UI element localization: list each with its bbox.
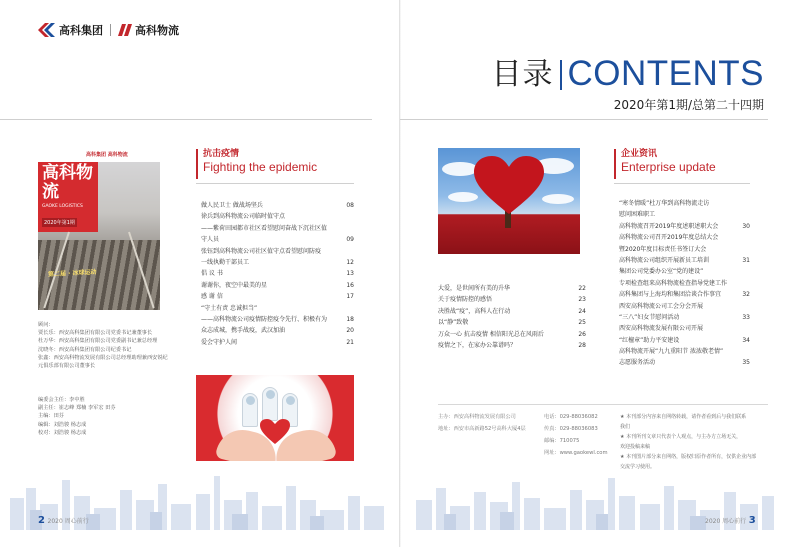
toc-item-title: 关于疫情防控的感悟 [438,296,493,304]
toc-item[interactable] [619,221,750,232]
credit-line: 沈晓冬：西安高科集团有限公司纪委书记 [38,346,132,353]
cover-subtitle: GAOKE LOGISTICS [42,204,83,209]
toc-item[interactable] [201,280,354,291]
heart-tree-icon [474,156,544,216]
toc-item-page: 09 [346,236,354,244]
copyright-notes [620,412,770,472]
magazine-name: 2020 周心前行 [705,518,747,525]
toc-item[interactable] [201,211,354,222]
toc-item-title: 暨2020年度目标责任书签订大会 [619,245,707,253]
toc-item[interactable] [619,232,750,243]
toc-item-title: 一线执勤干部员工 [201,258,250,266]
toc-item-title: 志愿服务活动 [619,359,656,367]
toc-item[interactable] [619,357,750,368]
heart-tree-photo [438,148,580,254]
toc-item-page: 31 [742,256,750,264]
toc-item-page: 16 [346,281,354,289]
section-accent-bar [196,149,198,179]
note-line: 我们 [620,424,631,430]
toc-item-title: 张钰到高科物流公司社区值守点看望慰问防疫 [201,247,322,255]
toc-item-title: 高科物流公司组织开展新员工培训 [619,256,710,264]
credit-line: 贾长乐：西安高科集团有限公司党委书记兼董事长 [38,330,153,337]
note-line: ★ 本刊部分内容来自网络转载，请作者看到后与我们联系 [620,414,747,420]
toc-item-title: 疫情之下，在家办公靠谱吗？ [438,341,517,349]
toc-item[interactable] [619,198,750,209]
contents-cn-title: 目录 [491,57,554,92]
info-line: 电话：029-88036082 [544,414,598,420]
toc-item[interactable] [438,340,586,351]
header [0,0,800,118]
section-rule [614,183,750,184]
cloud [542,194,574,204]
cover-top-logo: 高科集团 高科物流 [86,152,128,158]
heart-icon [260,419,290,445]
toc-item-title: 高科物流开展“九九重阳节 浓浓敬老情” [619,348,724,356]
toc-item[interactable] [619,323,750,334]
section-heading-enterprise [614,148,716,179]
toc-item-title: 倡 议 书 [201,270,223,278]
toc-item[interactable] [619,335,750,346]
toc-item[interactable] [619,244,750,255]
issue-number: 2020年第1期/总第二十四期 [613,98,764,112]
toc-item-title: 决胜战“疫”，高科人在行动 [438,307,511,315]
toc-item-title: 以“静”致敬 [438,319,469,327]
toc-item[interactable] [438,306,586,317]
note-line: ★ 本刊所刊文章只代表个人观点，与主办方立场无关， [620,434,742,440]
toc-item[interactable] [619,289,750,300]
toc-item[interactable] [619,266,750,277]
contents-en-title: CONTENTS [567,54,764,93]
toc-item-page: 23 [578,296,586,304]
credit-line: 校对：刘浩骏 杨志成 [38,429,87,436]
toc-item-page: 25 [578,319,586,327]
toc-item[interactable] [201,291,354,302]
magazine-name: 2020 周心前行 [47,518,89,525]
toc-item-title: 高科集团与上海均和集团洽谈合作事宜 [619,291,722,299]
toc-item-page: 34 [742,336,750,344]
left-folio [38,515,89,526]
toc-item-page: 13 [346,270,354,278]
toc-item-page: 21 [346,338,354,346]
toc-item-title: 众志成城，携手战疫，武汉加油 [201,327,286,335]
toc-item-page: 18 [346,315,354,323]
doctor-figure [242,393,258,427]
toc-item-title: 大爱，是世间所有美的升华 [438,285,511,292]
toc-item[interactable] [201,268,354,279]
toc-item[interactable] [619,346,750,357]
toc-item-title: 感 谢 信 [201,293,223,301]
toc-item[interactable] [201,303,354,314]
page-number: 2 [38,515,45,526]
toc-item-title: ——紫荷田园都市社区看望慰问奋战下沉社区值 [201,224,328,232]
toc-item-title: 西安高科物流发展有限公司开展 [619,325,704,333]
credit-line: 张鑫：西安高科物流发展有限公司总经理助理兼西安锐纪 [38,354,168,361]
section-title-cn: 抗击疫情 [203,149,240,159]
toc-item[interactable] [201,234,354,245]
section-title-en: Enterprise update [621,160,716,174]
info-line: 地址：西安市高新路52号高科大厦4层 [438,426,526,432]
magazine-cover-image [38,148,160,310]
credit-line: 编辑：刘浩骏 杨志成 [38,421,87,428]
toc-item-title: 谢谢你，夜空中最美的星 [201,281,268,289]
cover-tagline: 第二届 · 冰球运动 [47,268,97,279]
toc-item[interactable] [201,223,354,234]
credit-line: 编委会主任：李中胜 [38,397,85,403]
left-top-rule [0,119,372,120]
toc-item-title: 高科物流召开2019年度述职述职大会 [619,222,719,230]
cover-issue: 2020年第1期 [44,220,75,226]
note-line: 交流学习使用。 [620,464,656,470]
gaoke-group-logo-icon [38,23,56,37]
toc-item-page: 26 [578,330,586,338]
section-rule [196,183,354,184]
note-line: 欢迎投稿来稿 [620,444,651,450]
section-title-en: Fighting the epidemic [203,160,318,174]
toc-item-title: 集团公司党委办公室“党的建设” [619,268,704,276]
section-heading-epidemic [196,148,317,179]
cover-title: 高科物流 [42,163,93,202]
credit-line: 副主任：崔志峰 郑楠 李军宏 田芬 [38,405,116,412]
editorial-credits [38,396,178,437]
toc-item-page: 12 [346,258,354,266]
cover-topbar [38,148,160,162]
section-title-cn: 企业资讯 [621,149,658,159]
toc-item[interactable] [201,337,354,348]
toc-item-title: 西安高科物流公司工会分会开展 [619,302,704,310]
logo-group-text: 高科集团 [59,24,103,37]
info-line: 传真：029-88036083 [544,426,598,432]
toc-item-page: 30 [742,222,750,230]
toc-item-title: 慰问困难职工 [619,211,656,219]
toc-item-page: 20 [346,327,354,335]
toc-item-page: 24 [578,307,586,315]
toc-item-page: 28 [578,341,586,349]
toc-item-title: “守土有责 忠诚担当” [201,304,258,312]
toc-item-title: 万众一心 抗击疫情 相信阳光总在风雨后 [438,330,544,338]
info-line: 邮编：710075 [544,438,580,444]
toc-item[interactable] [201,200,354,211]
section-accent-bar [614,149,616,179]
page-title [492,56,765,92]
doctor-figure [262,387,278,421]
toc-item[interactable] [619,209,750,220]
toc-item-page: 22 [578,285,586,292]
toc-item[interactable] [201,246,354,257]
toc-item[interactable] [438,283,586,294]
credit-line: 元俱乐部有限公司董事长 [38,363,96,370]
brand-logo [38,22,179,38]
page-number: 3 [748,515,756,526]
toc-item-title: 专项检查组来高科物流检查指导党建工作 [619,279,728,287]
toc-item-page: 08 [346,202,354,209]
info-line: 主办：西安高科物流发展有限公司 [438,414,516,420]
toc-item[interactable] [438,317,586,328]
toc-item-title: “三八”妇女节慰问活动 [619,313,680,321]
toc-item[interactable] [201,257,354,268]
website-link[interactable]: 网址：www.gaokewl.com [544,450,608,456]
toc-item[interactable] [619,255,750,266]
note-line: ★ 本刊图片部分来自网络，版权归原作者所有，仅供企业内部 [620,454,757,460]
right-top-rule [400,119,768,120]
toc-item-title: 守人员 [201,236,220,244]
toc-item[interactable] [438,329,586,340]
gaoke-logistics-logo-icon [118,24,132,36]
toc-item[interactable] [201,314,354,325]
publisher-contact [544,411,608,459]
toc-item-page: 33 [742,313,750,321]
toc-item-title: “红檀章”助力平安建设 [619,336,680,344]
credit-line: 主编：田芬 [38,413,64,420]
title-divider [560,60,562,90]
toc-item-title: “寒冬情暖”杜万华到高科物流走访 [619,200,710,207]
toc-item[interactable] [201,325,354,336]
toc-item[interactable] [619,278,750,289]
right-folio [705,515,756,526]
toc-item-page: 35 [742,359,750,367]
toc-item[interactable] [619,301,750,312]
toc-item-page: 32 [742,291,750,299]
publisher-address [438,411,526,435]
toc-item-title: ——高科物流公司疫情防控疫令先行、积极有为 [201,315,328,323]
toc-item-page: 17 [346,293,354,301]
credit-line: 顾问： [38,322,54,328]
toc-item-title: 徐兵到高科物流公司临时值守点 [201,213,286,221]
toc-item[interactable] [619,312,750,323]
toc-item[interactable] [438,294,586,305]
toc-epidemic [201,200,354,348]
credit-line: 杜万华：西安高科集团有限公司党委副书记兼总经理 [38,338,158,345]
logo-divider [110,24,111,36]
toc-item-title: 高科物流公司召开2019年度总结大会 [619,234,719,242]
toc-item-title: 爱会守护人间 [201,338,238,346]
toc-essays [438,283,586,351]
advisors-credits [38,321,178,370]
toc-item-title: 做人民卫士 做战场坚兵 [201,202,263,209]
cloud [442,162,478,176]
medical-staff-illustration [196,375,354,461]
logo-logistics-text: 高科物流 [135,24,179,37]
toc-enterprise [619,198,750,369]
